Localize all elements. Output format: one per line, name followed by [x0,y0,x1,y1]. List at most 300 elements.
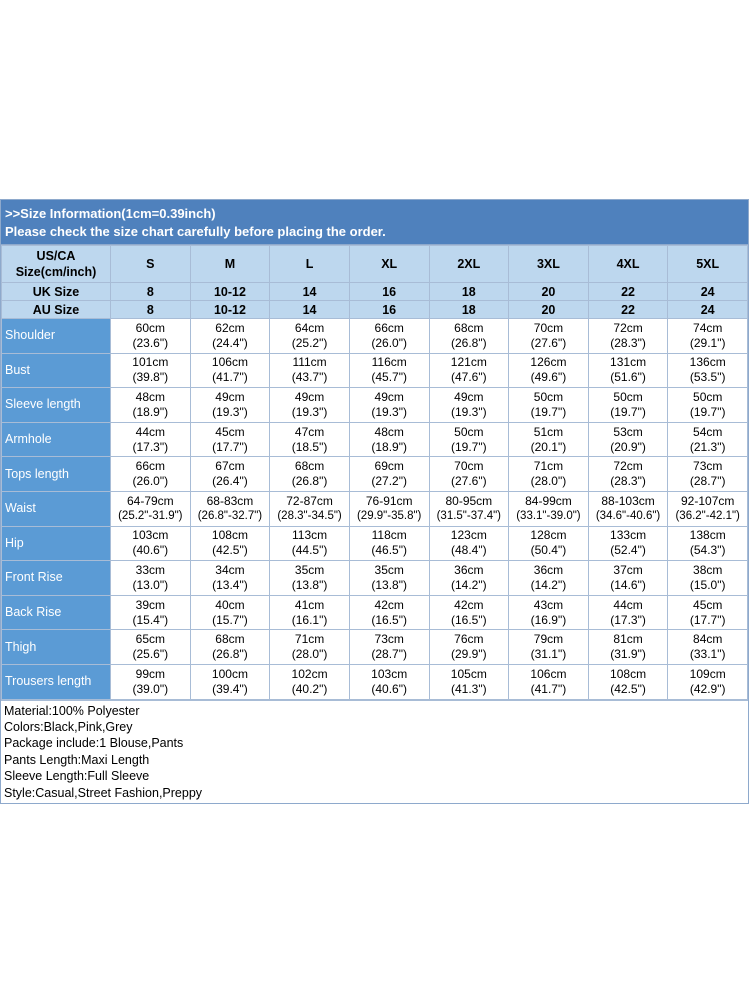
inch-value: (23.6") [132,335,169,350]
measurement-cell [190,561,270,596]
inch-value: (18.9") [132,404,169,419]
cm-value: 73cm [693,459,723,474]
measurement-cell [190,353,270,388]
header-sublabel: Size(cm/inch) [15,265,97,279]
measurement-cell [270,526,350,561]
measurement-cell [270,595,350,630]
cm-value: 48cm [135,389,165,404]
inch-value: (13.8") [371,577,407,592]
measurement-cell [270,491,350,526]
measurement-cell [429,491,509,526]
measurement-cell [270,561,350,596]
inch-value: (42.9") [689,681,726,696]
table-row [2,630,748,665]
inch-value: (39.4") [212,681,248,696]
cm-value: 84cm [693,632,723,647]
cm-value: 126cm [530,355,567,370]
table-row [2,526,748,561]
inch-value: (28.3") [610,474,646,489]
measurement-cell [270,630,350,665]
measurement-label: Armhole [2,422,111,457]
measurement-cell [111,457,191,492]
measurement-cell [588,319,668,354]
table-row [2,491,748,526]
cm-value: 36cm [454,562,484,577]
measurement-label: Back Rise [2,595,111,630]
inch-value: (15.0") [689,577,726,592]
measurement-cell [429,422,509,457]
inch-value: (39.0") [132,681,169,696]
measurement-cell [588,388,668,423]
cm-value: 71cm [533,459,564,474]
inch-value: (18.9") [371,439,407,454]
cm-value: 133cm [610,528,647,543]
inch-value: (28.7") [371,647,407,662]
inch-value: (19.7") [451,439,487,454]
inch-value: (51.6") [610,370,646,385]
measurement-cell [349,630,429,665]
cm-value: 76-91cm [365,493,413,508]
cm-value: 67cm [215,459,245,474]
cm-value: 33cm [135,562,165,577]
measurement-cell [190,664,270,699]
product-note: Package include:1 Blouse,Pants [4,736,184,751]
inch-value: (14.6") [610,577,646,592]
inch-value: (29.9"-35.8") [356,509,422,522]
product-note: Pants Length:Maxi Length [4,752,150,767]
cm-value: 116cm [371,355,407,370]
measurement-cell [190,319,270,354]
measurement-cell [588,457,668,492]
inch-value: (33.1"-39.0") [516,509,581,522]
cm-value: 108cm [211,528,248,543]
measurement-cell [588,526,668,561]
cm-value: 60cm [135,320,165,335]
cm-value: 49cm [294,389,325,404]
cm-value: 72cm [613,320,643,335]
cm-value: 100cm [211,666,248,681]
inch-value: (31.5"-37.4") [436,509,502,522]
cm-value: 49cm [374,389,404,404]
cm-value: 108cm [610,666,647,681]
measurement-cell [668,388,748,423]
measurement-cell [509,561,589,596]
measurement-cell [270,422,350,457]
table-row [2,457,748,492]
cm-value: 34cm [215,562,245,577]
measurement-label: Front Rise [2,561,111,596]
header-size-cell: 2XL [429,246,509,283]
inch-value: (26.8") [212,647,248,662]
inch-value: (44.5") [291,543,328,558]
inch-value: (28.3"-34.5") [277,509,342,522]
cm-value: 81cm [613,632,643,647]
cm-value: 49cm [215,389,245,404]
header-size-cell: 8 [111,301,191,319]
product-note: Material:100% Polyester [4,703,140,718]
cm-value: 66cm [374,320,404,335]
table-row [2,664,748,699]
cm-value: 105cm [450,666,487,681]
cm-value: 84-99cm [525,493,572,508]
cm-value: 45cm [215,424,245,439]
cm-value: 88-103cm [601,493,655,508]
measurement-cell [190,491,270,526]
header-row [2,283,748,301]
inch-value: (19.3") [371,404,407,419]
measurement-cell [429,319,509,354]
table-row [2,319,748,354]
product-note: Sleeve Length:Full Sleeve [4,769,150,784]
cm-value: 101cm [132,355,169,370]
cm-value: 106cm [211,355,248,370]
size-info-banner [1,200,748,245]
measurement-cell [429,388,509,423]
inch-value: (40.6") [132,543,169,558]
cm-value: 113cm [291,528,328,543]
cm-value: 42cm [374,597,404,612]
inch-value: (19.3") [451,404,487,419]
measurement-cell [509,353,589,388]
inch-value: (41.3") [451,681,487,696]
measurement-cell [270,319,350,354]
measurement-cell [588,422,668,457]
cm-value: 68cm [454,320,484,335]
inch-value: (40.6") [371,681,407,696]
inch-value: (18.5") [291,439,328,454]
header-size-cell: 22 [588,301,668,319]
measurement-cell [429,353,509,388]
inch-value: (29.1") [689,335,726,350]
cm-value: 79cm [533,632,564,647]
measurement-cell [349,595,429,630]
inch-value: (13.4") [212,577,248,592]
header-label: UK Size [32,284,80,299]
inch-value: (21.3") [689,439,726,454]
inch-value: (14.2") [451,577,487,592]
measurement-cell [111,561,191,596]
cm-value: 62cm [215,320,245,335]
cm-value: 68cm [215,632,245,647]
cm-value: 43cm [533,597,564,612]
inch-value: (25.2"-31.9") [118,509,183,522]
header-size-cell: 20 [509,283,589,301]
inch-value: (28.0") [530,474,567,489]
inch-value: (53.5") [689,370,726,385]
measurement-label: Waist [2,491,111,526]
inch-value: (16.1") [291,612,328,627]
inch-value: (29.9") [451,647,487,662]
measurement-cell [668,561,748,596]
inch-value: (19.7") [530,404,567,419]
cm-value: 136cm [689,355,726,370]
table-row [2,388,748,423]
inch-value: (15.4") [132,612,169,627]
header-label-cell [2,246,111,283]
header-size-cell: 24 [668,283,748,301]
inch-value: (15.7") [212,612,248,627]
measurement-cell [429,595,509,630]
measurement-cell [588,630,668,665]
cm-value: 50cm [613,389,643,404]
measurement-label: Tops length [2,457,111,492]
inch-value: (16.5") [371,612,407,627]
measurement-cell [668,422,748,457]
product-note: Colors:Black,Pink,Grey [4,719,133,734]
measurement-label: Trousers length [2,664,111,699]
measurement-cell [190,457,270,492]
inch-value: (26.0") [371,335,407,350]
inch-value: (36.2"-42.1") [675,509,740,522]
inch-value: (26.8") [291,474,328,489]
header-size-cell: 20 [509,301,589,319]
measurement-cell [668,664,748,699]
inch-value: (14.2") [530,577,567,592]
header-label: US/CA [36,249,76,263]
cm-value: 138cm [689,528,726,543]
measurement-cell [668,595,748,630]
cm-value: 41cm [294,597,325,612]
measurement-cell [668,491,748,526]
inch-value: (13.8") [291,577,328,592]
measurement-cell [270,388,350,423]
measurement-cell [668,319,748,354]
cm-value: 109cm [689,666,726,681]
inch-value: (25.6") [132,647,169,662]
measurement-cell [588,491,668,526]
inch-value: (19.7") [689,404,726,419]
header-size-cell: 18 [429,301,509,319]
inch-value: (43.7") [291,370,328,385]
measurement-label: Bust [2,353,111,388]
cm-value: 39cm [135,597,165,612]
inch-value: (42.5") [610,681,646,696]
measurement-cell [111,526,191,561]
measurement-cell [190,595,270,630]
measurement-cell [509,319,589,354]
inch-value: (19.3") [212,404,248,419]
measurement-label: Shoulder [2,319,111,354]
header-size-cell: 18 [429,283,509,301]
measurement-cell [588,664,668,699]
banner-title: >>Size Information(1cm=0.39inch) [5,206,216,221]
measurement-cell [349,388,429,423]
header-size-cell: 24 [668,301,748,319]
inch-value: (16.5") [451,612,487,627]
header-size-cell: 3XL [509,246,589,283]
measurement-cell [509,422,589,457]
measurement-cell [668,526,748,561]
cm-value: 123cm [450,528,487,543]
cm-value: 128cm [530,528,567,543]
inch-value: (46.5") [371,543,407,558]
inch-value: (27.2") [371,474,407,489]
cm-value: 80-95cm [445,493,493,508]
inch-value: (28.7") [689,474,726,489]
header-size-cell: XL [349,246,429,283]
header-size-cell: 22 [588,283,668,301]
header-size-cell: 10-12 [190,283,270,301]
measurement-cell [349,664,429,699]
size-table-body [2,246,748,700]
measurement-cell [349,526,429,561]
inch-value: (26.8"-32.7") [197,509,263,522]
inch-value: (26.8") [451,335,487,350]
cm-value: 42cm [454,597,484,612]
header-size-cell: 4XL [588,246,668,283]
cm-value: 70cm [454,459,484,474]
header-label-cell [2,283,111,301]
header-row [2,246,748,283]
measurement-cell [349,457,429,492]
inch-value: (25.2") [291,335,328,350]
measurement-label: Thigh [2,630,111,665]
inch-value: (17.3") [610,612,646,627]
cm-value: 103cm [371,666,408,681]
cm-value: 38cm [693,562,723,577]
inch-value: (13.0") [132,577,169,592]
measurement-cell [509,457,589,492]
inch-value: (20.9") [610,439,646,454]
inch-value: (26.4") [212,474,248,489]
cm-value: 64cm [294,320,325,335]
cm-value: 118cm [371,528,407,543]
measurement-cell [111,664,191,699]
measurement-cell [111,422,191,457]
inch-value: (54.3") [689,543,726,558]
table-row [2,422,748,457]
measurement-cell [111,353,191,388]
measurement-cell [349,319,429,354]
cm-value: 72-87cm [286,493,333,508]
measurement-cell [111,595,191,630]
measurement-cell [588,353,668,388]
inch-value: (20.1") [530,439,567,454]
inch-value: (19.7") [610,404,646,419]
cm-value: 64-79cm [126,493,174,508]
cm-value: 111cm [292,355,327,370]
cm-value: 76cm [454,632,484,647]
cm-value: 99cm [135,666,165,681]
measurement-cell [668,630,748,665]
measurement-label: Sleeve length [2,388,111,423]
inch-value: (27.6") [530,335,567,350]
measurement-cell [588,595,668,630]
cm-value: 50cm [693,389,723,404]
cm-value: 54cm [693,424,723,439]
measurement-cell [509,491,589,526]
measurement-cell [111,630,191,665]
header-size-cell: 16 [349,301,429,319]
header-size-cell: 8 [111,283,191,301]
measurement-cell [588,561,668,596]
cm-value: 74cm [693,320,723,335]
product-notes [1,700,748,803]
inch-value: (16.9") [530,612,567,627]
inch-value: (24.4") [212,335,248,350]
cm-value: 37cm [613,562,643,577]
cm-value: 49cm [454,389,484,404]
measurement-cell [270,664,350,699]
measurement-cell [509,595,589,630]
measurement-cell [509,388,589,423]
banner-instruction: Please check the size chart carefully before placing the order. [5,224,386,239]
header-size-cell: S [111,246,191,283]
inch-value: (17.7") [212,439,248,454]
inch-value: (33.1") [689,647,726,662]
cm-value: 65cm [135,632,165,647]
inch-value: (52.4") [610,543,646,558]
inch-value: (31.9") [610,647,646,662]
measurement-cell [349,491,429,526]
measurement-cell [349,561,429,596]
cm-value: 68cm [294,459,325,474]
measurement-cell [190,630,270,665]
header-size-cell: L [270,246,350,283]
inch-value: (27.6") [451,474,487,489]
cm-value: 71cm [294,632,325,647]
cm-value: 51cm [533,424,564,439]
measurement-cell [509,526,589,561]
inch-value: (19.3") [291,404,328,419]
header-size-cell: 14 [270,283,350,301]
measurement-cell [429,561,509,596]
cm-value: 103cm [132,528,169,543]
inch-value: (17.3") [132,439,169,454]
measurement-cell [509,630,589,665]
inch-value: (50.4") [530,543,567,558]
cm-value: 36cm [533,562,564,577]
inch-value: (26.0") [132,474,169,489]
header-size-cell: 10-12 [190,301,270,319]
cm-value: 47cm [294,424,325,439]
cm-value: 45cm [693,597,723,612]
table-row [2,561,748,596]
inch-value: (17.7") [689,612,726,627]
cm-value: 70cm [533,320,564,335]
measurement-label: Hip [2,526,111,561]
measurement-cell [270,353,350,388]
table-row [2,595,748,630]
cm-value: 69cm [374,459,404,474]
measurement-cell [190,526,270,561]
cm-value: 73cm [374,632,404,647]
measurement-cell [429,526,509,561]
measurement-cell [111,388,191,423]
inch-value: (41.7") [212,370,248,385]
measurement-cell [429,664,509,699]
measurement-cell [190,422,270,457]
cm-value: 50cm [454,424,484,439]
inch-value: (39.8") [132,370,169,385]
inch-value: (41.7") [530,681,567,696]
measurement-cell [668,353,748,388]
header-size-cell: 16 [349,283,429,301]
header-size-cell: M [190,246,270,283]
cm-value: 92-107cm [681,493,735,508]
cm-value: 72cm [613,459,643,474]
cm-value: 44cm [135,424,165,439]
cm-value: 102cm [291,666,328,681]
size-chart [0,199,749,804]
measurement-cell [349,422,429,457]
cm-value: 131cm [610,355,647,370]
inch-value: (31.1") [530,647,567,662]
inch-value: (48.4") [451,543,487,558]
cm-value: 48cm [374,424,404,439]
measurement-cell [668,457,748,492]
inch-value: (47.6") [451,370,487,385]
